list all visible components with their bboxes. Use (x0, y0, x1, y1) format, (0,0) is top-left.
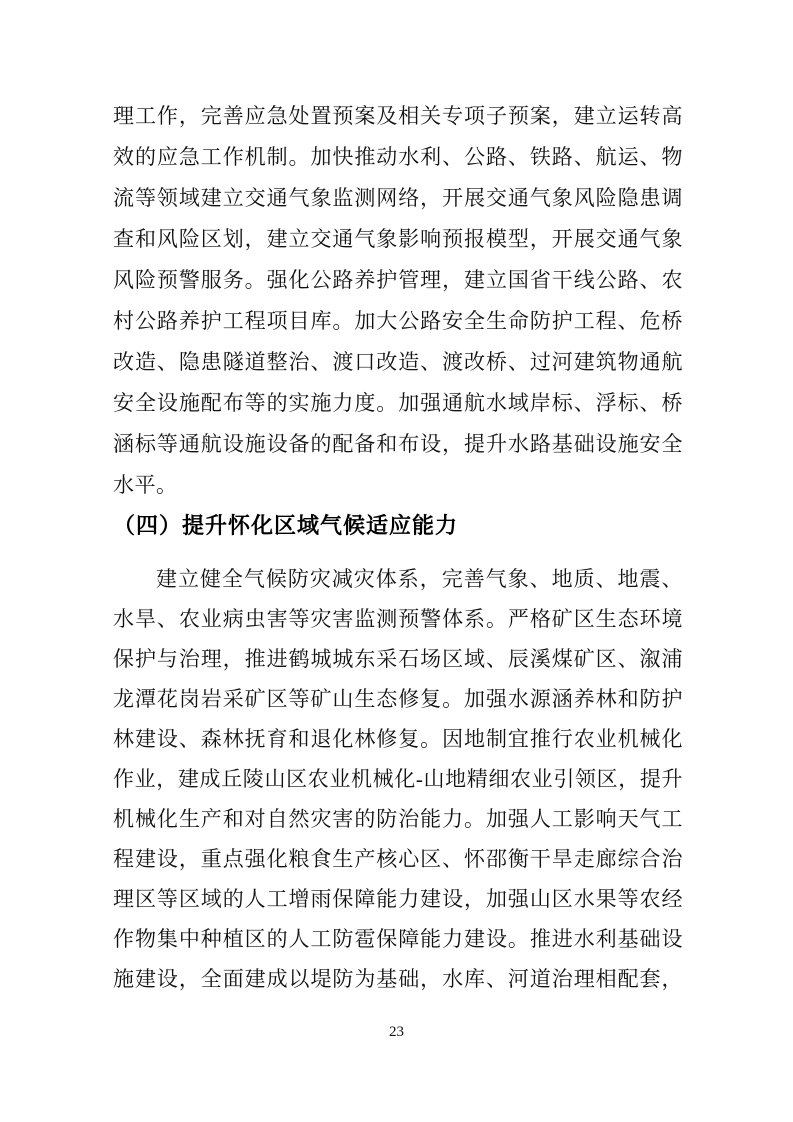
text-line: 林建设、森林抚育和退化林修复。因地制宜推行农业机械化 (113, 727, 683, 751)
section-heading: （四）提升怀化区域气候适应能力 (113, 513, 459, 538)
text-line: 理区等区域的人工增雨保障能力建设，加强山区水果等农经 (113, 887, 683, 911)
paragraph-2 (113, 559, 683, 999)
text-line: 村公路养护工程项目库。加大公路安全生命防护工程、危桥 (113, 309, 683, 333)
text-line: 作物集中种植区的人工防雹保障能力建设。推进水利基础设 (113, 927, 683, 951)
text-line: 水旱、农业病虫害等灾害监测预警体系。严格矿区生态环境 (113, 607, 683, 631)
text-line: 龙潭花岗岩采矿区等矿山生态修复。加强水源涵养林和防护 (113, 687, 683, 711)
text-line: 理工作，完善应急处置预案及相关专项子预案，建立运转高 (113, 104, 683, 128)
text-line: 流等领域建立交通气象监测网络，开展交通气象风险隐患调 (113, 186, 683, 210)
paragraph-1 (113, 96, 683, 506)
page-content (113, 96, 683, 999)
text-line: 查和风险区划，建立交通气象影响预报模型，开展交通气象 (113, 227, 683, 251)
text-line: 改造、隐患隧道整治、渡口改造、渡改桥、过河建筑物通航 (113, 350, 683, 374)
text-line: 风险预警服务。强化公路养护管理，建立国省干线公路、农 (113, 268, 683, 292)
text-line: 效的应急工作机制。加快推动水利、公路、铁路、航运、物 (113, 145, 683, 169)
text-line: 作业，建成丘陵山区农业机械化-山地精细农业引领区，提升 (113, 767, 683, 791)
text-line: 程建设，重点强化粮食生产核心区、怀邵衡干旱走廊综合治 (113, 847, 683, 871)
text-line: 水平。 (113, 473, 178, 497)
text-line: 机械化生产和对自然灾害的防治能力。加强人工影响天气工 (113, 807, 683, 831)
text-line: 施建设，全面建成以堤防为基础，水库、河道治理相配套， (113, 967, 683, 991)
page-number: 23 (389, 1024, 404, 1040)
text-line: 涵标等通航设施设备的配备和布设，提升水路基础设施安全 (113, 432, 683, 456)
text-line: 建立健全气候防灾减灾体系，完善气象、地质、地震、 (156, 567, 683, 591)
text-line: 安全设施配布等的实施力度。加强通航水域岸标、浮标、桥 (113, 391, 683, 415)
text-line: 保护与治理，推进鹤城城东采石场区域、辰溪煤矿区、溆浦 (113, 647, 683, 671)
